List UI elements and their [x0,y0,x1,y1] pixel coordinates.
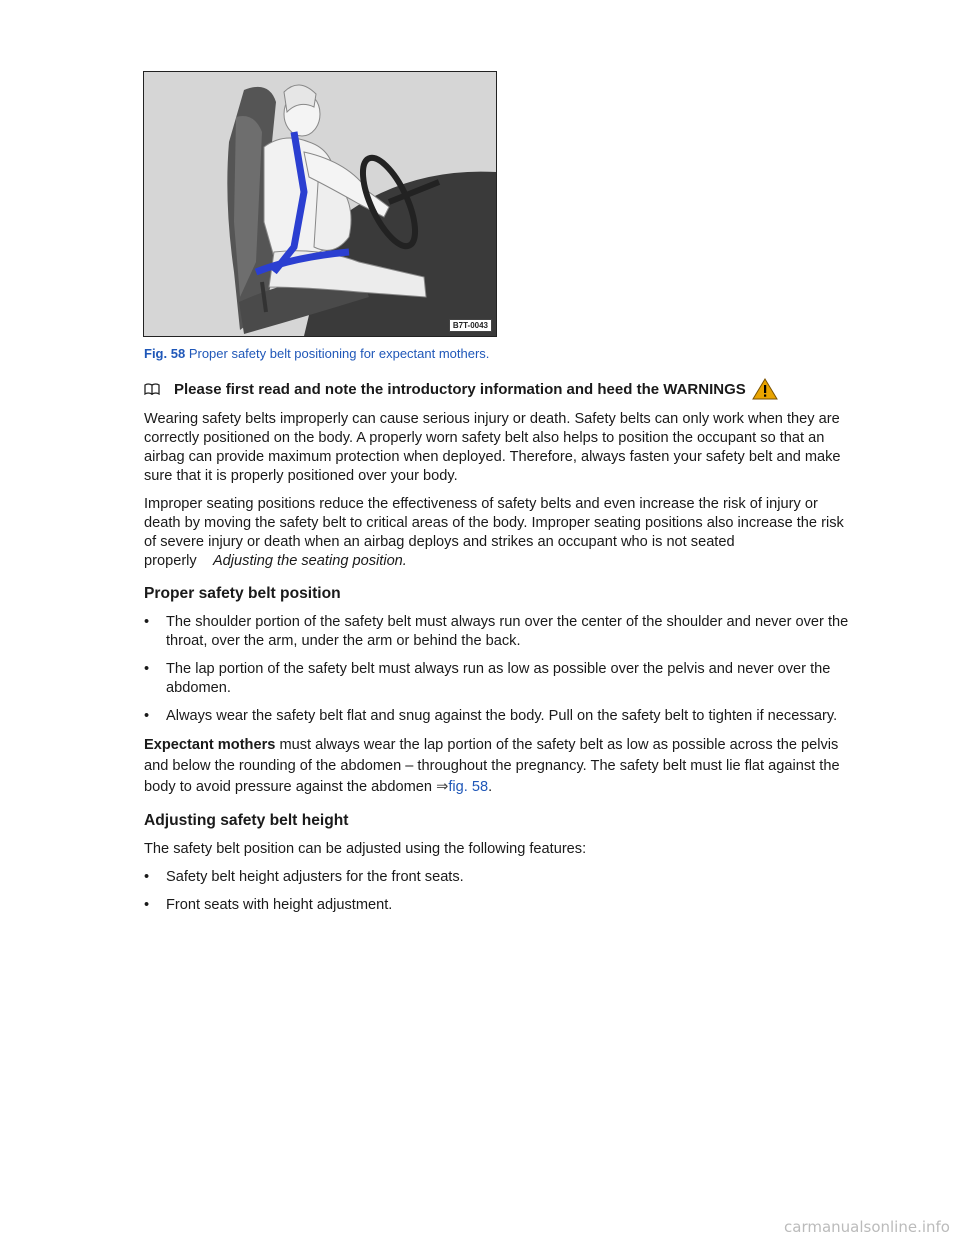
figure-number: Fig. 58 [144,346,186,361]
figure-caption-text: Proper safety belt positioning for expectant mothers. [188,346,490,361]
figure-code-label: B7T-0043 [449,319,492,332]
figure-caption [144,346,489,361]
paragraph-seating-text: Improper seating positions reduce the effectiveness of safety belts and even increase the risk of injury or death by moving the safety belt to critical areas of the body. Improper seating positions also increase the risk of severe injury or death when an airbag deploys and strikes an occupant who is not seated properly [144,496,844,569]
list-item: • Always wear the safety belt flat and snug against the body. Pull on the safety belt to tighten if necessary. [144,708,838,724]
list-item-text: The shoulder portion of the safety belt must always run over the center of the shoulder and never over the throat, over the arm, under the arm or behind the back. [166,614,849,649]
list-item-text: Safety belt height adjusters for the front seats. [166,869,464,885]
intro-note-text: Please first read and note the introductory information and heed the WARNINGS [174,380,746,398]
paragraph-expectant-mothers: Expectant mothers must always wear the lap portion of the safety belt as low as possible across the pelvis and below the rounding of the abdomen – throughout the pregnancy. The safety belt must lie flat against the body to avoid pressure against the abdomen ⇒fig. 58. [144,737,840,795]
expectant-mothers-text: must always wear the lap portion of the safety belt as low as possible across the pelvis and below the rounding of the abdomen – throughout the pregnancy. The safety belt must lie flat against the body to avoid pressure against the abdomen [144,737,840,795]
paragraph-seating-positions [144,495,856,571]
heading-adjust-belt-height: Adjusting safety belt height [144,812,349,829]
list-item: • The shoulder portion of the safety belt must always run over the center of the shoulder and never over the throat, over the arm, under the arm or behind the back. [144,613,856,651]
list-item-text: The lap portion of the safety belt must always run as low as possible over the pelvis and never over the abdomen. [166,661,831,696]
figure-image [143,71,497,337]
intro-note [144,378,856,400]
book-icon [144,383,160,395]
watermark: carmanualsonline.info [784,1218,950,1236]
list-item-text: Front seats with height adjustment. [166,897,393,913]
list-item: • The lap portion of the safety belt must always run as low as possible over the pelvis and never over the abdomen. [144,660,856,698]
list-item: • Safety belt height adjusters for the front seats. [144,869,464,885]
seating-position-link[interactable]: Adjusting the seating position. [212,553,407,569]
figure-xref-link[interactable]: fig. 58 [448,779,489,795]
paragraph-adjust-intro: The safety belt position can be adjusted using the following features: [144,841,587,857]
warning-triangle-icon[interactable] [752,378,778,400]
xref-arrow: ⇒ [436,779,449,795]
paragraph-belt-importance: Wearing safety belts improperly can cause serious injury or death. Safety belts can only work when they are correctly positioned on the body. A properly worn safety belt also helps to position the occupant so that an airbag can provide maximum protection when deployed. Therefore, always fasten your safety belt and make sure that it is properly positioned over your body. [144,411,841,484]
heading-proper-belt-position: Proper safety belt position [144,585,341,602]
list-item-text: Always wear the safety belt flat and snug against the body. Pull on the safety belt to tighten if necessary. [166,708,838,724]
expectant-mothers-bold: Expectant mothers [144,737,276,753]
list-item: • Front seats with height adjustment. [144,897,393,913]
pregnant-driver-illustration [144,72,496,336]
document-body [144,378,856,924]
